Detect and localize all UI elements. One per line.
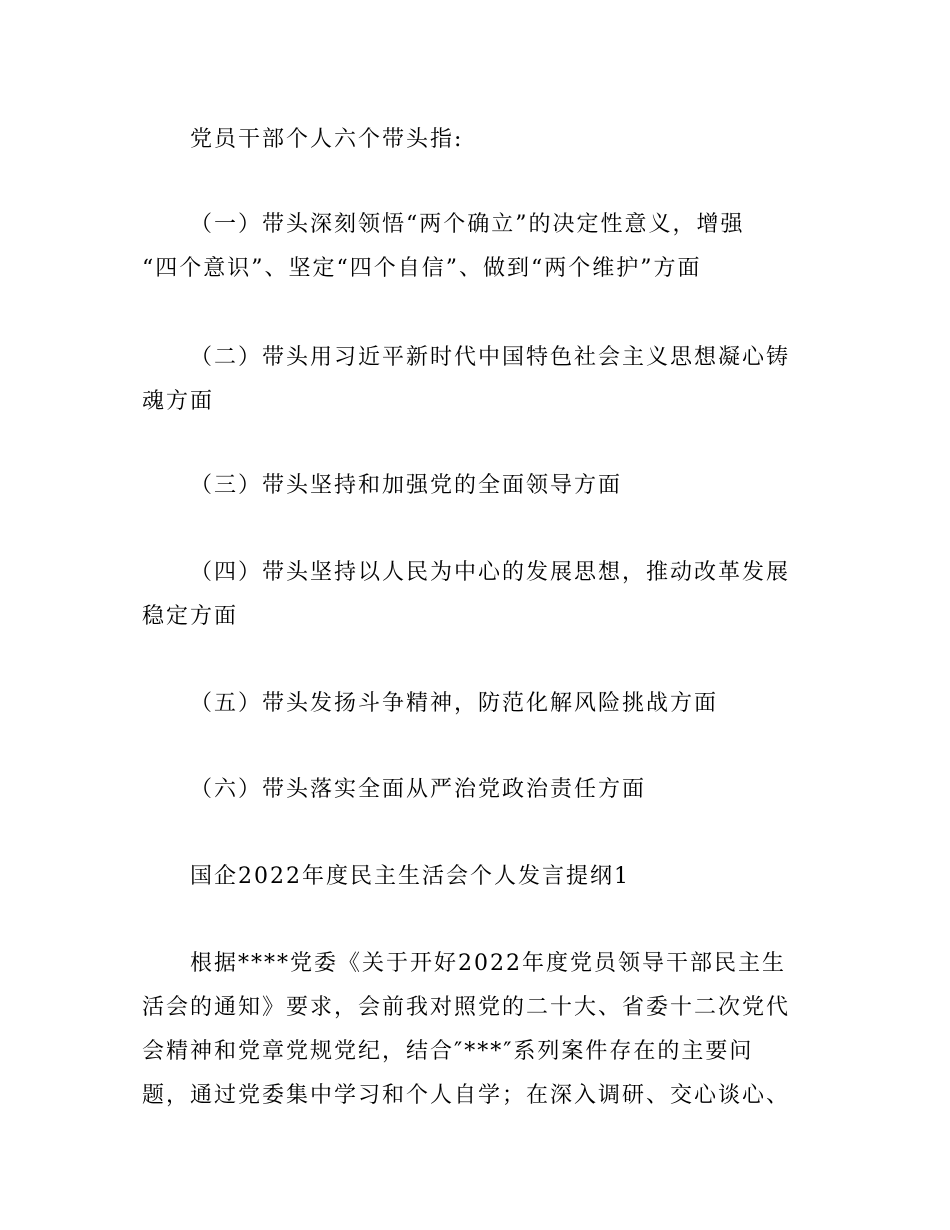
text-line: （一）带头深刻领悟“两个确立”的决定性意义，增强 xyxy=(190,212,745,237)
text-line: （五）带头发扬斗争精神，防范化解风险挑战方面 xyxy=(190,691,719,716)
text-line: “四个意识”、坚定“四个自信”、做到“两个维护”方面 xyxy=(142,256,702,281)
item-4-paragraph xyxy=(142,551,822,639)
text-line: （四）带头坚持以人民为中心的发展思想，推动改革发展 xyxy=(190,560,791,585)
text-line: 根据****党委《关于开好2022年度党员领导干部民主生 xyxy=(190,951,786,976)
heading-line: 国企2022年度民主生活会个人发言提纲1 xyxy=(190,864,630,889)
section-heading xyxy=(142,855,822,899)
text-line: 题，通过党委集中学习和个人自学；在深入调研、交心谈心、 xyxy=(142,1083,791,1108)
item-5-paragraph xyxy=(142,682,822,726)
text-line: 会精神和党章党规党纪，结合″***″系列案件存在的主要问 xyxy=(142,1039,754,1064)
text-line: （二）带头用习近平新时代中国特色社会主义思想凝心铸 xyxy=(190,345,791,370)
body-paragraph xyxy=(142,942,822,1118)
item-3-paragraph xyxy=(142,464,822,508)
item-6-paragraph xyxy=(142,768,822,812)
text-line: 活会的通知》要求，会前我对照党的二十大、省委十二次党代 xyxy=(142,995,791,1020)
text-line: 稳定方面 xyxy=(142,604,239,629)
intro-paragraph xyxy=(142,118,822,162)
item-1-paragraph xyxy=(142,203,822,291)
text-line: 党员干部个人六个带头指: xyxy=(190,127,464,152)
text-line: （六）带头落实全面从严治党政治责任方面 xyxy=(190,777,647,802)
text-line: （三）带头坚持和加强党的全面领导方面 xyxy=(190,473,623,498)
item-2-paragraph xyxy=(142,336,822,424)
text-line: 魂方面 xyxy=(142,389,215,414)
